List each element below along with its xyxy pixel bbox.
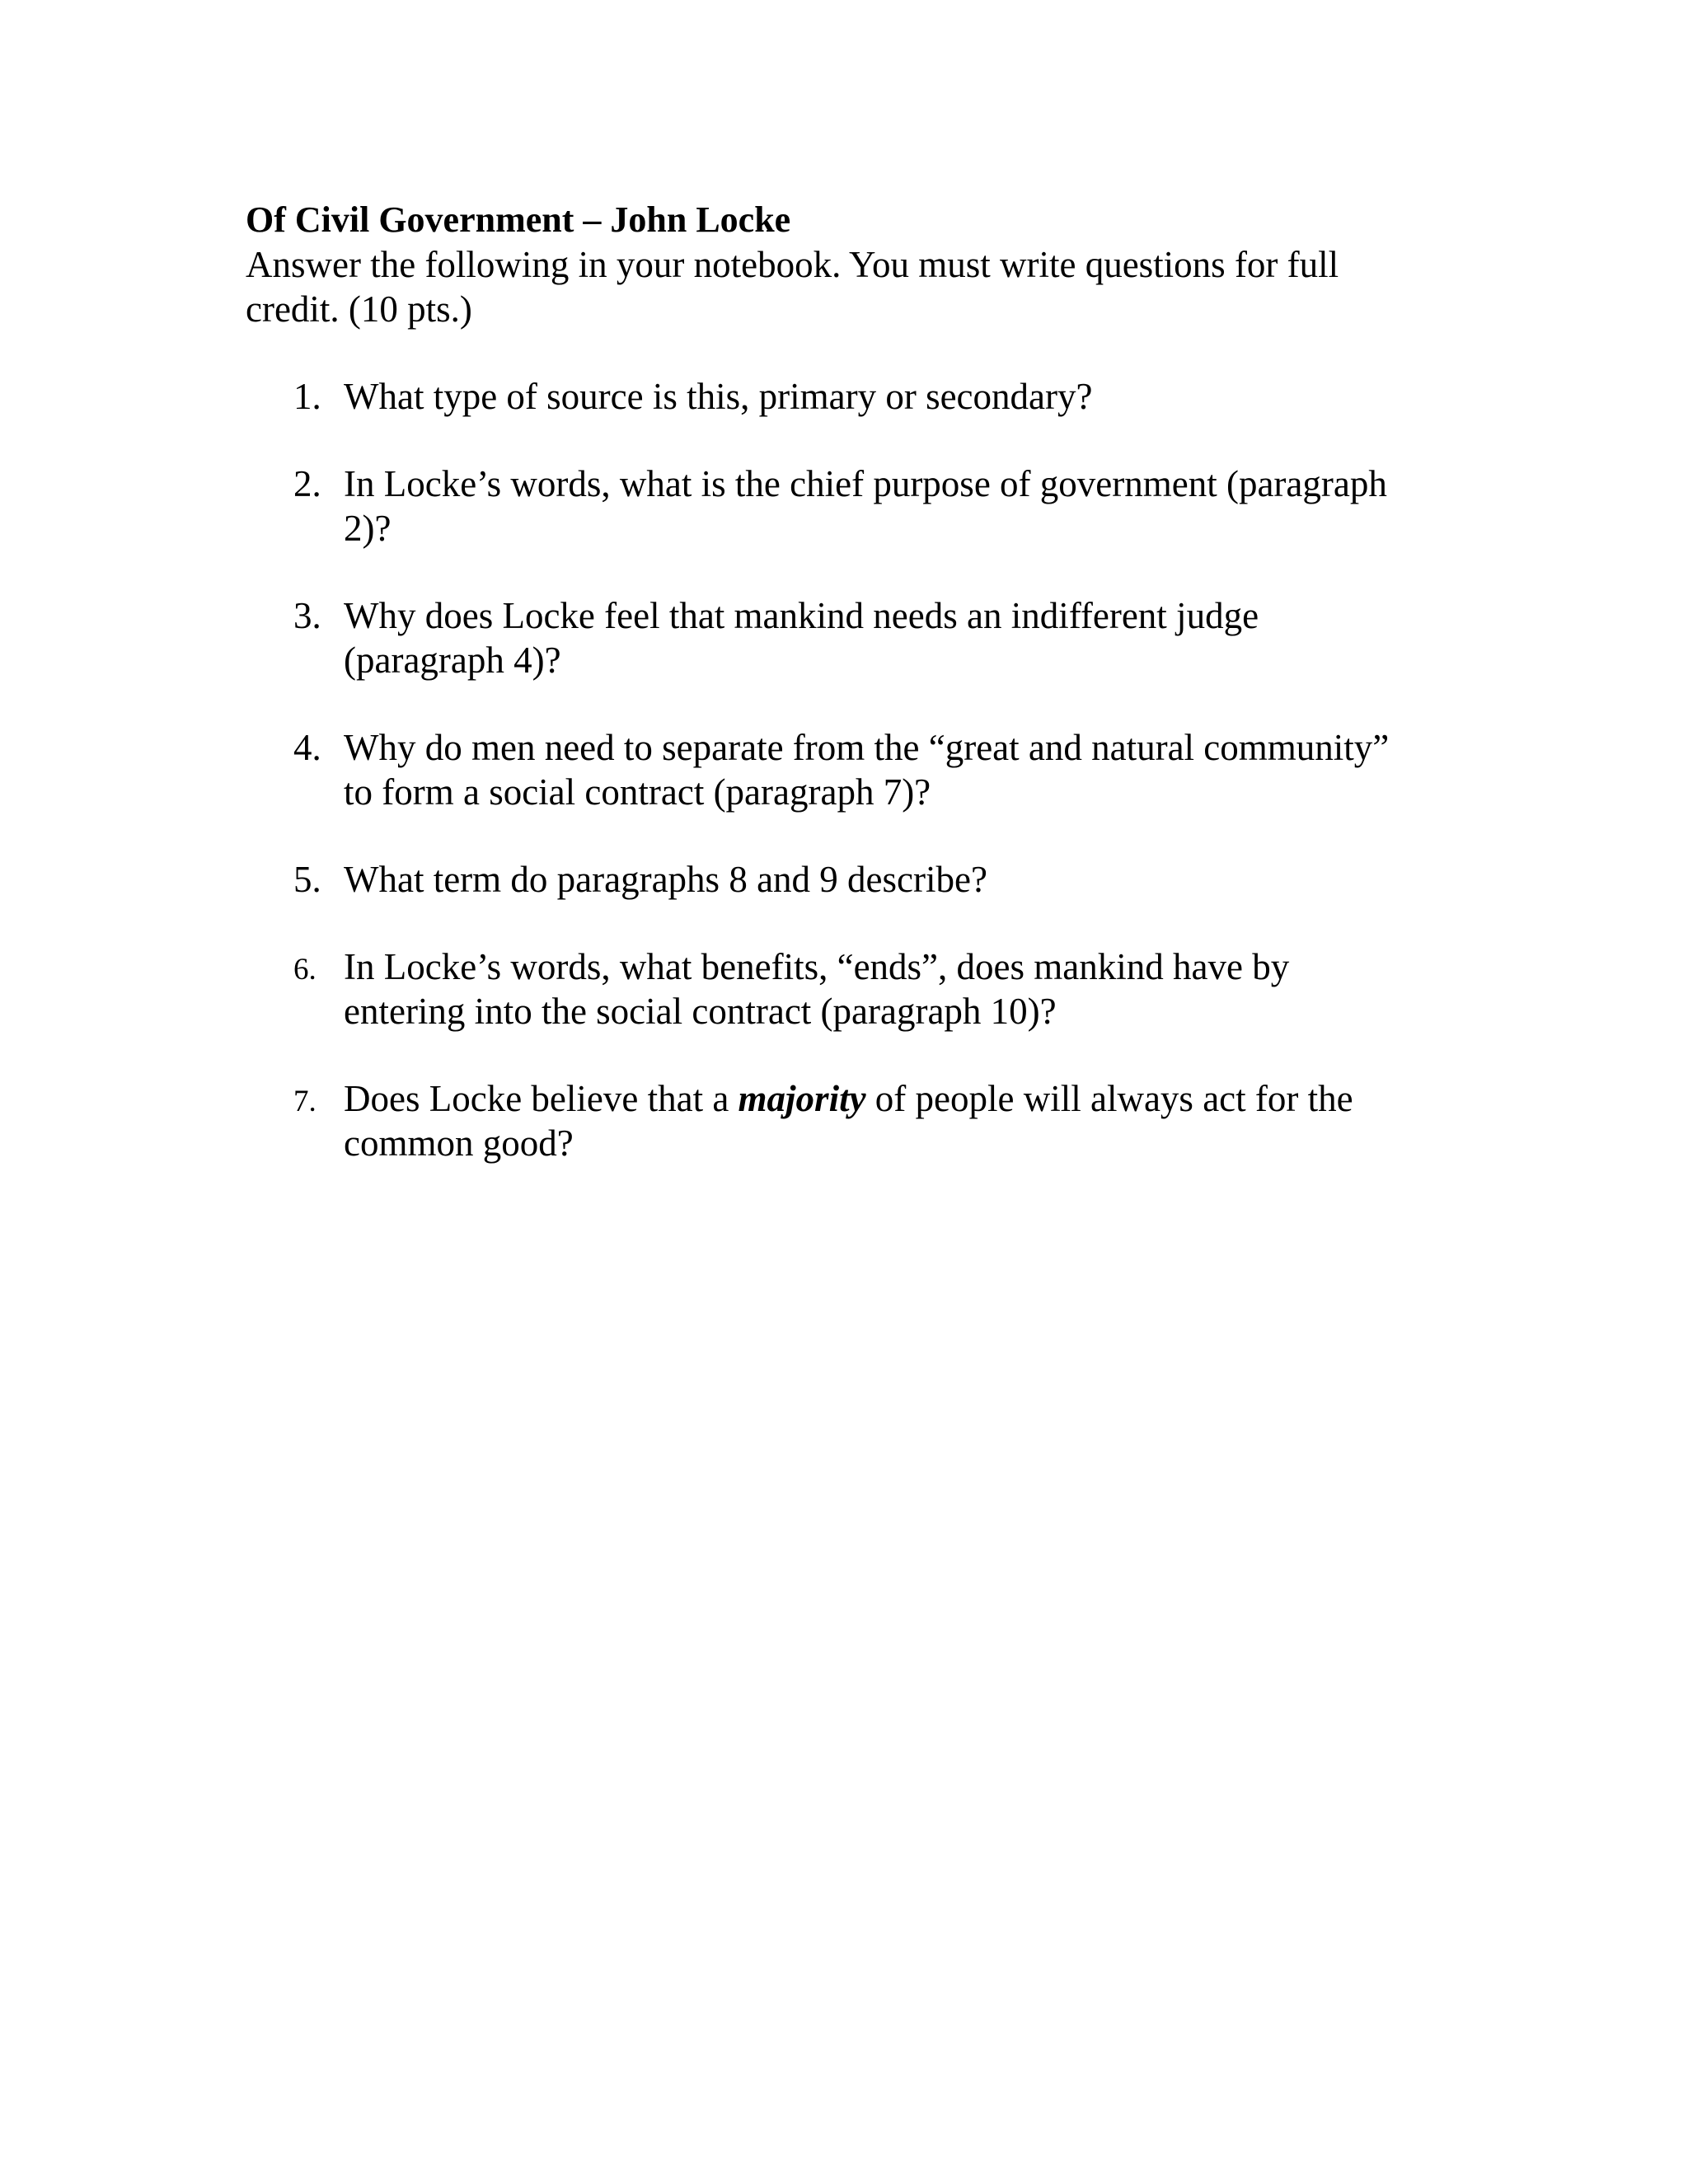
question-3 [246,593,1449,682]
question-number: 7. [293,1085,316,1118]
worksheet-content [246,198,1449,1208]
question-text-end: of people will always act for the [865,1078,1353,1119]
question-text: Why does Locke feel that mankind needs an indifferent judge [344,595,1259,636]
question-text-continued: entering into the social contract (paragraph 10)? [344,991,1057,1032]
question-text-continued: 2)? [344,508,392,549]
page-title: Of Civil Government – John Locke [246,199,791,240]
question-7 [246,1076,1449,1165]
question-number: 3. [293,595,321,636]
question-5 [246,857,1449,902]
instructions-line-2: credit. (10 pts.) [246,288,472,330]
question-text: In Locke’s words, what benefits, “ends”, does mankind have by [344,946,1290,987]
instructions [246,242,1449,331]
emphasized-word: majority [738,1078,866,1119]
question-text-continued: to form a social contract (paragraph 7)? [344,771,931,813]
question-number: 6. [293,953,316,987]
question-text: In Locke’s words, what is the chief purpose of government (paragraph [344,463,1387,504]
question-text-start: Does Locke believe that a [344,1078,738,1119]
question-4 [246,725,1449,814]
question-text-continued: common good? [344,1122,574,1164]
question-6 [246,944,1449,1033]
question-number: 5. [293,859,321,900]
question-text: What term do paragraphs 8 and 9 describe? [344,859,987,900]
question-text [344,1078,1353,1119]
question-number: 4. [293,727,321,768]
question-number: 1. [293,376,321,417]
question-text-continued: (paragraph 4)? [344,640,561,681]
question-text: What type of source is this, primary or secondary? [344,376,1093,417]
question-1 [246,374,1449,419]
question-list [246,374,1449,1165]
question-2 [246,462,1449,551]
question-number: 2. [293,463,321,504]
instructions-line-1: Answer the following in your notebook. You must write questions for full [246,244,1339,285]
question-text: Why do men need to separate from the “great and natural community” [344,727,1390,768]
